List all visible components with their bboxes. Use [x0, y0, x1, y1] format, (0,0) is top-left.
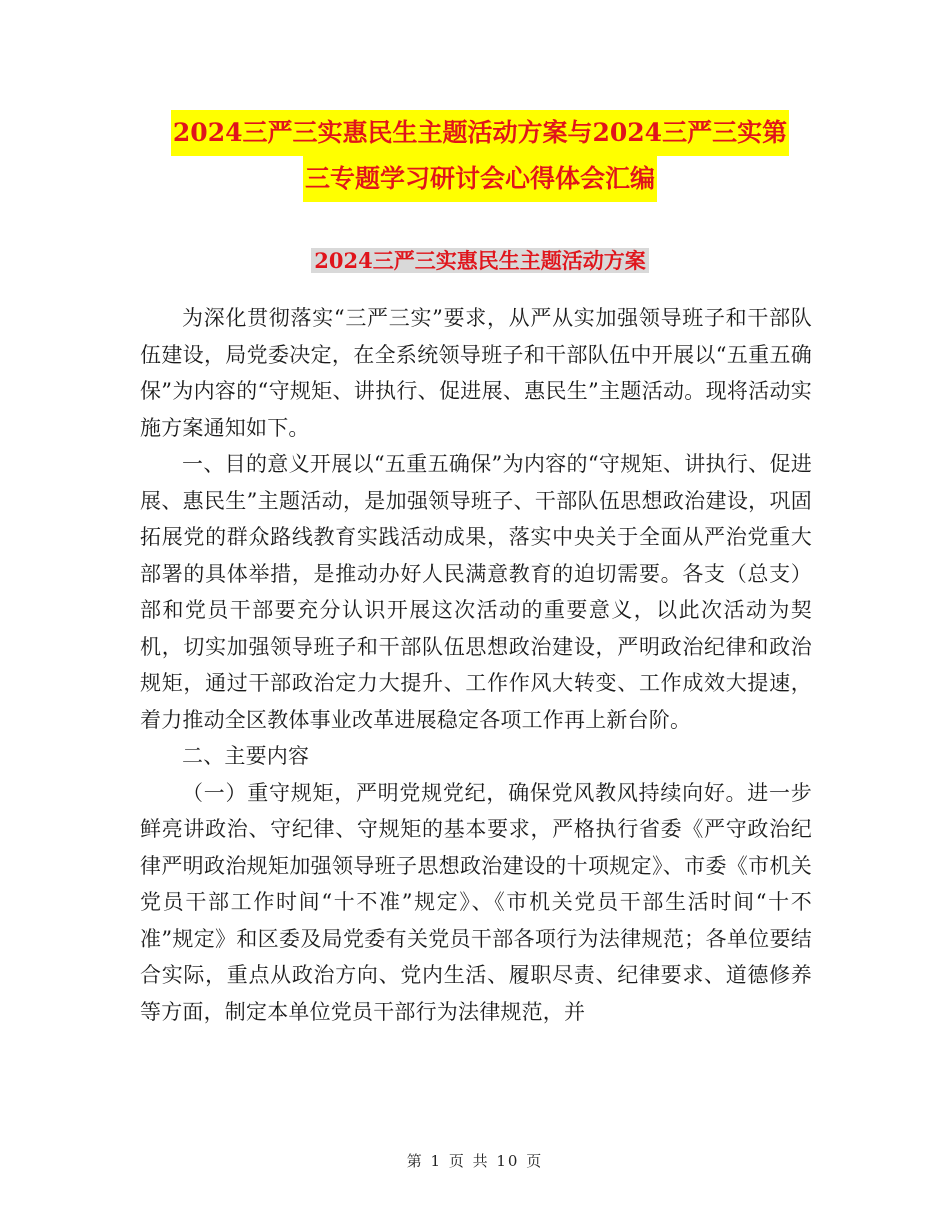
page-number: 第 1 页 共 10 页 — [406, 1152, 544, 1170]
paragraph-heading-main-content: 二、主要内容 — [182, 744, 310, 768]
paragraph-purpose: 一、目的意义开展以“五重五确保”为内容的“守规矩、讲执行、促进展、惠民生”主题活动，是加强领导班子、干部队伍思想政治建设，巩固拓展党的群众路线教育实践活动成果，落实中央关于全面从严治党重大部署的具体举措，是推动办好人民满意教育的迫切需要。各支（总支）部和党员干部要充分认识开展这次活动的重要意义，以此次活动为契机，切实加强领导班子和干部队伍思想政治建设，严明政治纪律和政治规矩，通过干部政治定力大提升、工作作风大转变、工作成效大提速，着力推动全区教体事业改革进展稳定各项工作再上新台阶。 — [140, 452, 812, 732]
paragraph-rules: （一）重守规矩，严明党规党纪，确保党风教风持续向好。进一步鲜亮讲政治、守纪律、守规矩的基本要求，严格执行省委《严守政治纪律严明政治规矩加强领导班子思想政治建设的十项规定》、市委《市机关党员干部工作时间“十不准”规定》、《市机关党员干部生活时间“十不准”规定》和区委及局党委有关党员干部各项行为法律规范；各单位要结合实际，重点从政治方向、党内生活、履职尽责、纪律要求、道德修养等方面，制定本单位党员干部行为法律规范，并 — [140, 780, 812, 1024]
page-footer — [0, 1150, 950, 1172]
title-line-1: 2024三严三实惠民生主题活动方案与2024三严三实第 — [171, 110, 789, 156]
document-body — [140, 300, 812, 1030]
document-title — [140, 110, 820, 202]
paragraph-intro: 为深化贯彻落实“三严三实”要求，从严从实加强领导班子和干部队伍建设，局党委决定，在全系统领导班子和干部队伍中开展以“五重五确保”为内容的“守规矩、讲执行、促进展、惠民生”主题活动。现将活动实施方案通知如下。 — [140, 306, 812, 440]
section-title — [140, 243, 820, 279]
title-line-2: 三专题学习研讨会心得体会汇编 — [303, 156, 657, 202]
section-title-text: 2024三严三实惠民生主题活动方案 — [311, 248, 648, 273]
